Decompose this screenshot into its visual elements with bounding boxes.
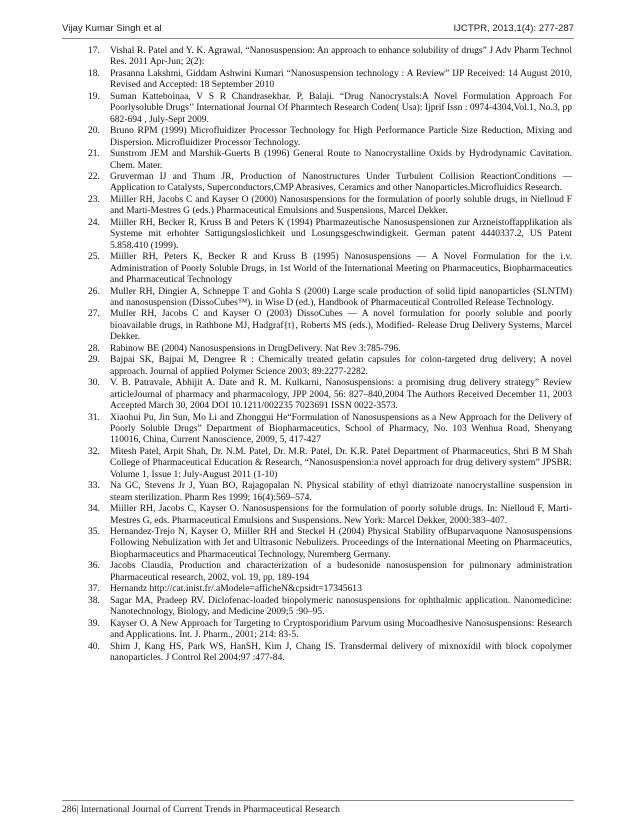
reference-item [88, 286, 572, 309]
reference-number: 17. [88, 45, 100, 56]
reference-number: 27. [88, 308, 100, 320]
reference-item [88, 641, 572, 664]
running-header [62, 23, 574, 37]
reference-number: 37. [88, 583, 100, 595]
header-authors: Vijay Kumar Singh et al [62, 23, 162, 34]
reference-item [88, 217, 572, 251]
reference-item [88, 91, 572, 125]
reference-text: Vishal R. Patel and Y. K. Agrawal, “Nanosuspension: An approach to enhance solubility of drugs” J Adv Pharm Technol Res. 2011 Apr-Jun; 2(2): [110, 45, 572, 68]
reference-number: 35. [88, 526, 100, 538]
reference-number: 40. [88, 640, 100, 652]
reference-number: 22. [88, 170, 100, 182]
reference-text: Hernandez-Trejo N, Kayser O, Miiller RH and Steckel H (2004) Physical Stability ofBuparvaquone Nanosuspensions Following Nebulization with Jet and Ultrasonic Nebulizers. Proceedings of the International Meeting on Pharmaceutics, Biopharmaceutics and Pharmaceutical Technology, Nuremberg Germany. [110, 526, 572, 560]
reference-item [88, 595, 572, 618]
reference-text: Bruno RPM (1999) Microfluidizer Processor Technology for High Performance Particle Size Reduction, Mixing and Dispersion. Microfluidizer Processor Technology. [110, 125, 572, 148]
reference-text: Miiller RH, Peters K, Becker R and Kruss B (1995) Nanosuspensions — A Novel Formulation for the i.v. Administration of Poorly Soluble Drugs, in 1st World of the International Meeting on Pharmaceutics, Biopharmaceutics and Pharmaceutical Technology [110, 251, 572, 286]
reference-number: 39. [88, 617, 100, 629]
reference-item [88, 583, 572, 594]
reference-number: 28. [88, 342, 100, 354]
reference-item [88, 171, 572, 194]
reference-number: 26. [88, 285, 100, 297]
reference-item [88, 503, 572, 526]
reference-number: 21. [88, 148, 100, 160]
reference-text: V. B. Patravale, Abhijit A. Date and R. M. Kulkarni, Nanosuspensions: a promising drug delivery strategy” Review articleJournal of pharmacy and pharmacology, JPP 2004, 56: 827–840,2004 The Authors Received December 11, 2003 Accepted March 30, 2004 DOI 10.1211/002235 7023691 ISSN 0022-3573. [110, 377, 572, 412]
reference-number: 18. [88, 67, 100, 79]
reference-item [88, 343, 572, 354]
reference-number: 20. [88, 125, 100, 137]
reference-item [88, 618, 572, 641]
reference-number: 34. [88, 503, 100, 515]
reference-item [88, 148, 572, 171]
reference-item [88, 194, 572, 217]
reference-item [88, 377, 572, 411]
reference-number: 30. [88, 377, 100, 389]
reference-text: Hernandz http://cat.inist.fr/.aModele=afficheN&cpsidt=17345613 [110, 583, 362, 595]
reference-list [88, 45, 572, 663]
reference-item [88, 251, 572, 285]
footer-divider [62, 800, 574, 801]
reference-text: Mitesh Patel, Arpit Shah, Dr. N.M. Patel, Dr. M.R. Patel, Dr. K.R. Patel Department of Pharmaceutics, Shri B M Shah College of Pharmaceutical Education & Research, “Nanosuspension:a novel approach for drug delivery system” JPSBR: Volume 1, Issue 1: July-August 2011 (1-10) [110, 445, 572, 480]
reference-item [88, 480, 572, 503]
reference-text: Sunstrom JEM and Marshik-Guerts B (1996) General Route to Nanocrystalline Oxids by Hydrodynamic Cavitation. Chem. Mater. [110, 148, 572, 171]
header-divider [62, 38, 574, 39]
reference-item [88, 560, 572, 583]
reference-number: 25. [88, 251, 100, 263]
reference-text: Gruverman IJ and Thum JR, Production of Nanostructures Under Turbulent Collision ReactionConditions — Application to Catalysts, Superconductors,CMP Abrasives, Ceramics and other Nanoparticles.Microfluidics Research. [110, 170, 572, 194]
reference-item [88, 354, 572, 377]
reference-item [88, 526, 572, 560]
reference-number: 38. [88, 594, 100, 606]
reference-item [88, 446, 572, 480]
reference-text: Prasanna Lakshmi, Giddam Ashwini Kumari “Nanosuspension technology : A Review” IJP Received: 14 August 2010, Revised and Accepted: 18 September 2010 [110, 67, 572, 91]
reference-number: 33. [88, 480, 100, 492]
reference-text: Muller RH, Dingier A, Schneppe T and Gohla S (2000) Large scale production of solid lipid nanoparticles (SLNTM) and nanosuspension (DissoCubes™). in Wise D (ed.), Handbook of Pharmaceutical Controlled Release Technology. [110, 285, 572, 308]
reference-text: Xiaohui Pu, Jin Sun, Mo Li and Zhonggui He“Formulation of Nanosuspensions as a New Approach for the Delivery of Poorly Soluble Drugs” Department of Biopharmaceutics, School of Pharmacy, No. 103 Wenhua Road, Shenyang 110016, China, Current Nanoscience, 2009, 5, 417-427 [110, 411, 572, 446]
reference-text: Miiller RH, Jacobs C and Kayser O (2000) Nanosuspensions for the formulation of poorly soluble drugs, in Nielloud F and Marti-Mestres G (eds.) Pharmaceutical Emulsions and Suspensions, Marcel Dekker. [110, 193, 572, 217]
reference-item [88, 412, 572, 446]
reference-item [88, 308, 572, 342]
reference-item [88, 125, 572, 148]
reference-text: Suman Katteboinaa, V S R Chandrasekhar. P, Balaji. “Drug Nanocrystals:A Novel Formulation Approach For Poorlysoluble Drugs’’ International Journal Of Pharmtech Research Coden( Usa): Ijprif Issn : 0974-4304,Vol.1, No.3, pp 682-694 , July-Sept 2009. [110, 90, 572, 125]
reference-text: Rabinow BE (2004) Nanosuspensions in DrugDelivery. Nat Rev 3:785-796. [110, 342, 401, 354]
reference-text: Miiller RH, Becker R, Kruss B and Peters K (1994) Pharmazeutische Nanosuspensionen zur Arzneistoffapplikation als Systeme mit erhohter Sattigungsloslichkeit und Losungsgeschwindigkeit. German patent 4440337.2, US Patent 5.858.410 (1999). [110, 216, 572, 251]
reference-text: Kayser O. A New Approach for Targeting to Cryptosporidium Parvum using Mucoadhesive Nanosuspensions: Research and Applications. Int. J. Pharm., 2001; 214: 83-5. [110, 617, 572, 641]
reference-text: Muller RH, Jacobs C and Kayser O (2003) DissoCubes — A novel formulation for poorly soluble and poorly bioavailable drugs, in Rathbone MJ, Hadgraf{t}, Roberts MS (eds.), Modified- Release Drug Delivery Systems, Marcel Dekker. [110, 308, 572, 343]
reference-text: Sagar MA, Pradeep RV. Diclofenac-loaded biopolymeric nanosuspensions for ophthalmic application. Nanomedicine: Nanotechnology, Biology, and Medicine 2009;5 :90–95. [110, 594, 572, 618]
reference-item [88, 45, 572, 68]
reference-text: Shim J, Kang HS, Park WS, HanSH, Kim J, Chang IS. Transdermal delivery of mixnoxidil with block copolymer nanoparticles. J Control Rel 2004;97 :477-84. [110, 640, 572, 664]
reference-number: 36. [88, 560, 100, 572]
reference-number: 29. [88, 354, 100, 366]
page-footer: 286| International Journal of Current Trends in Pharmaceutical Research [62, 804, 340, 815]
reference-item [88, 68, 572, 91]
reference-number: 23. [88, 193, 100, 205]
reference-number: 31. [88, 411, 100, 423]
reference-number: 24. [88, 216, 100, 228]
reference-text: Na GC, Stevens Jr J, Yuan BO, Rajagopalan N. Physical stability of ethyl diatrizoate nanocrystalline suspension in steam sterilization. Pharm Res 1999; 16(4):569–574. [110, 480, 572, 503]
reference-text: Miiller RH, Jacobs C, Kayser O. Nanosuspensions for the formulation of poorly soluble drugs. In: Nielloud F, Marti-Mestres G, eds. Pharmaceutical Emulsions and Suspensions. New York: Marcel Dekker, 2000:383–407. [110, 503, 572, 526]
reference-text: Jacobs Claudia, Production and characterization of a budesonide nanosuspension for pulmonary administration Pharmaceutical research, 2002, vol. 19, pp. 189-194 [110, 560, 572, 583]
reference-text: Bajpai SK, Bajpai M, Dengree R : Chemically treated gelatin capsules for colon-targeted drug delivery; A novel approach. Journal of applied Polymer Science 2003; 89:2277-2282. [110, 354, 572, 377]
reference-number: 32. [88, 445, 100, 457]
header-citation: IJCTPR, 2013,1(4): 277-287 [453, 23, 574, 34]
reference-number: 19. [88, 90, 100, 102]
